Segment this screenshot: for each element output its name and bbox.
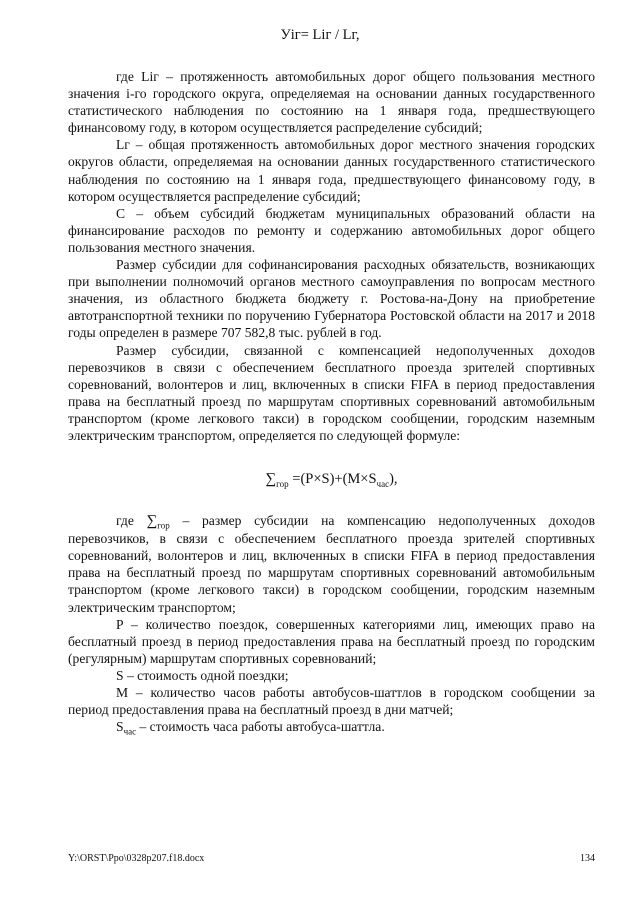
paragraph-liz-definition: где Liг – протяженность автомобильных дорог общего пользования местного значения i-го городского округа, определяемая на основании данных государственного статистического наблюдения по состоянию на 1 января года, предшествующего финансовому году, в котором осуществляется распределение субсидий; bbox=[68, 69, 595, 136]
schas-subscript: час bbox=[123, 726, 137, 737]
footer-file-path: Y:\ORST\Ppo\0328p207.f18.docx bbox=[68, 853, 205, 864]
formula-middle: =(P×S)+(M×S bbox=[288, 471, 377, 488]
paragraph-sum-definition bbox=[68, 512, 595, 616]
sum-definition-text: – размер субсидии на компенсацию недополученных доходов перевозчиков, в связи с обеспечением бесплатного проезда зрителей спортивных соревнований, волонтеров и лиц, включенных в списки FIFA в период предоставления права на бесплатный проезд по маршрутам спортивных соревнований автомобильным транспортом (кроме легкового такси) в городском сообщении, городским наземным электрическим транспортом; bbox=[68, 513, 595, 615]
formula-compensation bbox=[68, 470, 595, 488]
paragraph-schas-definition bbox=[68, 718, 595, 735]
paragraph-s-definition: S – стоимость одной поездки; bbox=[116, 667, 289, 683]
paragraph-lg-definition: Lг – общая протяженность автомобильных дорог местного значения городских округов области, определяемая на основании данных государственного статистического наблюдения по состоянию на 1 января года, предшествующего финансовому году, в котором осуществляется распределение субсидий; bbox=[68, 137, 595, 204]
paragraph-c-definition: С – объем субсидий бюджетам муниципальных образований области на финансирование расходов по ремонту и содержанию автомобильных дорог общего пользования местного значения. bbox=[68, 205, 595, 255]
paragraph-m-definition: M – количество часов работы автобусов-шаттлов в городском сообщении за период предоставления права на бесплатный проезд в дни матчей; bbox=[68, 685, 595, 718]
paragraph-compensation: Размер субсидии, связанной с компенсацией недополученных доходов перевозчиков в связи с обеспечением бесплатного проезда зрителей спортивных соревнований, волонтеров и лиц, включенных в списки FIFA в период предоставления права на бесплатный проезд по маршрутам спортивных соревнований автомобильным транспортом (кроме легкового такси) в городском сообщении, городским наземным электрическим транспортом, определяется по следующей формуле: bbox=[68, 342, 595, 443]
paragraph-p-definition: P – количество поездок, совершенных категориями лиц, имеющих право на бесплатный проезд в период предоставления права на бесплатный проезд по городским (регулярным) маршрутам спортивных соревнований; bbox=[68, 616, 595, 666]
sum-lead: где bbox=[116, 513, 147, 529]
paragraph-subsidy-size: Размер субсидии для софинансирования расходных обязательств, возникающих при выполнении полномочий органов местного самоуправления по вопросам местного значения, из областного бюджета бюджету г. Ростова-на-Дону на приобретение автотранспортной техники по поручению Губернатора Ростовской области на 2017 и 2018 годы определен в размере 707 582,8 тыс. рублей в год. bbox=[68, 257, 595, 341]
schas-symbol: S bbox=[116, 719, 124, 735]
formula-share: Уiг= Liг / Lг, bbox=[280, 27, 360, 43]
s-subscript: час bbox=[376, 478, 390, 489]
sum-subscript-inline: гор bbox=[157, 520, 170, 531]
sum-sign: ∑ bbox=[265, 471, 277, 488]
sum-sign-inline: ∑ bbox=[146, 513, 158, 530]
page-number: 134 bbox=[580, 853, 595, 864]
schas-definition-text: – стоимость часа работы автобуса-шаттла. bbox=[136, 719, 385, 735]
formula-end: ), bbox=[389, 471, 398, 488]
document-body bbox=[68, 68, 595, 735]
sum-subscript: гор bbox=[276, 478, 289, 489]
